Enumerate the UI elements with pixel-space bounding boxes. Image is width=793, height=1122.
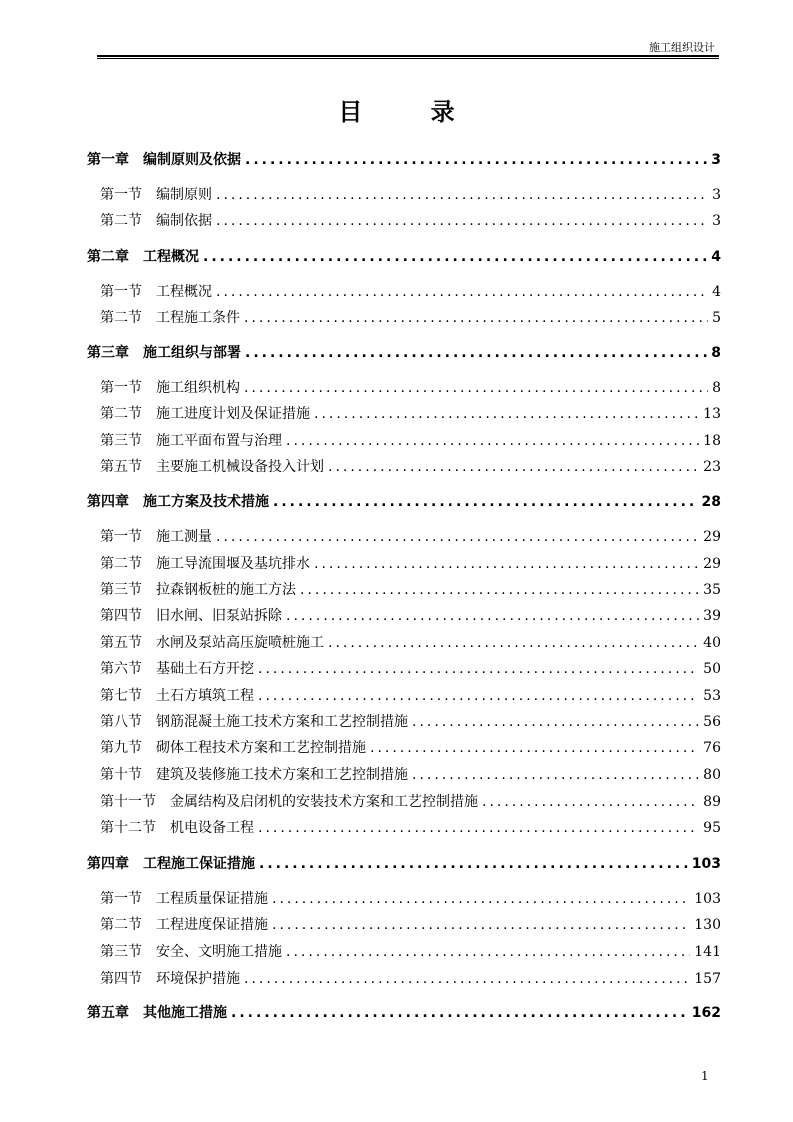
- dot-leader: [328, 457, 699, 477]
- page-title: 目 录: [338, 97, 485, 126]
- entry-page: 53: [703, 688, 721, 704]
- toc-chapter-entry[interactable]: [87, 150, 721, 170]
- toc-section-entry[interactable]: [100, 308, 721, 328]
- entry-number: 第六节: [100, 661, 142, 677]
- dot-leader: [231, 1003, 688, 1023]
- entry-page: 5: [712, 310, 721, 326]
- toc-section-entry[interactable]: [100, 282, 721, 302]
- entry-number: 第五节: [100, 635, 142, 651]
- entry-page: 3: [711, 152, 721, 168]
- entry-title: 土石方填筑工程: [156, 688, 254, 704]
- entry-number: 第一章: [87, 152, 129, 168]
- dot-leader: [259, 854, 688, 874]
- entry-page: 130: [694, 917, 721, 933]
- entry-title: 施工平面布置与治理: [156, 433, 282, 449]
- dot-leader: [245, 150, 707, 170]
- entry-page: 8: [712, 380, 721, 396]
- entry-title: 工程进度保证措施: [156, 917, 268, 933]
- entry-page: 56: [703, 714, 721, 730]
- entry-page: 95: [703, 820, 721, 836]
- toc-section-entry[interactable]: [100, 942, 721, 962]
- entry-number: 第二节: [100, 213, 142, 229]
- dot-leader: [244, 969, 690, 989]
- entry-page: 28: [701, 494, 721, 510]
- entry-title: 工程施工条件: [156, 310, 240, 326]
- entry-number: 第五节: [100, 459, 142, 475]
- toc-section-entry[interactable]: [100, 554, 721, 574]
- toc-section-entry[interactable]: [100, 580, 721, 600]
- entry-number: 第一节: [100, 380, 142, 396]
- entry-title: 工程施工保证措施: [143, 856, 255, 872]
- entry-number: 第四章: [87, 494, 129, 510]
- toc-section-entry[interactable]: [100, 889, 721, 909]
- entry-number: 第四节: [100, 608, 142, 624]
- dot-leader: [203, 247, 707, 267]
- dot-leader: [216, 527, 699, 547]
- toc-section-entry[interactable]: [100, 185, 721, 205]
- toc-section-entry[interactable]: [100, 686, 721, 706]
- entry-title: 其他施工措施: [143, 1005, 227, 1021]
- entry-page: 4: [711, 249, 721, 265]
- entry-number: 第四章: [87, 856, 129, 872]
- dot-leader: [314, 554, 699, 574]
- toc-section-entry[interactable]: [100, 659, 721, 679]
- entry-number: 第二节: [100, 556, 142, 572]
- toc-chapter-entry[interactable]: [87, 492, 721, 512]
- toc-chapter-entry[interactable]: [87, 247, 721, 267]
- toc-section-entry[interactable]: [100, 457, 721, 477]
- entry-page: 4: [712, 284, 721, 300]
- dot-leader: [216, 282, 708, 302]
- toc-section-entry[interactable]: [100, 606, 721, 626]
- entry-number: 第一节: [100, 529, 142, 545]
- entry-page: 141: [694, 944, 721, 960]
- entry-page: 50: [703, 661, 721, 677]
- entry-title: 建筑及装修施工技术方案和工艺控制措施: [156, 767, 408, 783]
- entry-page: 80: [703, 767, 721, 783]
- header-rule: [97, 55, 719, 59]
- entry-title: 水闸及泵站高压旋喷桩施工: [156, 635, 324, 651]
- entry-number: 第十二节: [100, 820, 156, 836]
- entry-title: 环境保护措施: [156, 971, 240, 987]
- toc-chapter-entry[interactable]: [87, 343, 721, 363]
- entry-title: 工程概况: [143, 249, 199, 265]
- entry-title: 工程概况: [156, 284, 212, 300]
- entry-number: 第二节: [100, 406, 142, 422]
- dot-leader: [258, 818, 699, 838]
- entry-number: 第三章: [87, 345, 129, 361]
- entry-page: 35: [703, 582, 721, 598]
- entry-page: 40: [703, 635, 721, 651]
- dot-leader: [286, 606, 699, 626]
- entry-page: 3: [712, 187, 721, 203]
- entry-page: 29: [703, 556, 721, 572]
- page-number: 1: [701, 1069, 709, 1083]
- dot-leader: [412, 712, 699, 732]
- dot-leader: [273, 492, 698, 512]
- entry-page: 157: [694, 971, 721, 987]
- entry-page: 13: [703, 406, 721, 422]
- entry-page: 162: [691, 1005, 721, 1021]
- dot-leader: [244, 308, 708, 328]
- entry-number: 第十一节: [100, 794, 156, 810]
- entry-page: 39: [703, 608, 721, 624]
- entry-title: 旧水闸、旧泵站拆除: [156, 608, 282, 624]
- entry-number: 第二章: [87, 249, 129, 265]
- entry-number: 第九节: [100, 740, 142, 756]
- entry-number: 第八节: [100, 714, 142, 730]
- entry-page: 89: [703, 794, 721, 810]
- dot-leader: [272, 889, 690, 909]
- toc-section-entry[interactable]: [100, 818, 721, 838]
- entry-number: 第三节: [100, 433, 142, 449]
- entry-title: 编制原则及依据: [143, 152, 241, 168]
- entry-number: 第七节: [100, 688, 142, 704]
- entry-title: 机电设备工程: [170, 820, 254, 836]
- toc-section-entry[interactable]: [100, 431, 721, 451]
- dot-leader: [216, 185, 708, 205]
- dot-leader: [244, 378, 708, 398]
- toc-section-entry[interactable]: [100, 633, 721, 653]
- entry-page: 103: [694, 891, 721, 907]
- dot-leader: [216, 211, 708, 231]
- entry-title: 基础土石方开挖: [156, 661, 254, 677]
- toc-section-entry[interactable]: [100, 915, 721, 935]
- entry-title: 施工进度计划及保证措施: [156, 406, 310, 422]
- entry-title: 拉森钢板桩的施工方法: [156, 582, 296, 598]
- toc-section-entry[interactable]: [100, 378, 721, 398]
- entry-number: 第一节: [100, 284, 142, 300]
- entry-title: 金属结构及启闭机的安装技术方案和工艺控制措施: [170, 794, 478, 810]
- dot-leader: [272, 915, 690, 935]
- dot-leader: [370, 738, 699, 758]
- entry-page: 23: [703, 459, 721, 475]
- dot-leader: [286, 431, 699, 451]
- entry-number: 第三节: [100, 944, 142, 960]
- entry-page: 8: [711, 345, 721, 361]
- entry-title: 砌体工程技术方案和工艺控制措施: [156, 740, 366, 756]
- toc-section-entry[interactable]: [100, 738, 721, 758]
- toc-chapter-entry[interactable]: [87, 1003, 721, 1023]
- dot-leader: [482, 792, 699, 812]
- toc-section-entry[interactable]: [100, 211, 721, 231]
- toc-section-entry[interactable]: [100, 404, 721, 424]
- entry-title: 钢筋混凝土施工技术方案和工艺控制措施: [156, 714, 408, 730]
- entry-number: 第四节: [100, 971, 142, 987]
- entry-number: 第一节: [100, 187, 142, 203]
- entry-title: 施工导流围堰及基坑排水: [156, 556, 310, 572]
- entry-title: 主要施工机械设备投入计划: [156, 459, 324, 475]
- entry-number: 第二节: [100, 310, 142, 326]
- entry-number: 第二节: [100, 917, 142, 933]
- toc-section-entry[interactable]: [100, 765, 721, 785]
- dot-leader: [412, 765, 699, 785]
- toc-section-entry[interactable]: [100, 969, 721, 989]
- toc-section-entry[interactable]: [100, 527, 721, 547]
- dot-leader: [245, 343, 707, 363]
- entry-title: 施工组织机构: [156, 380, 240, 396]
- running-header: 施工组织设计: [649, 41, 715, 54]
- dot-leader: [258, 686, 699, 706]
- entry-number: 第十节: [100, 767, 142, 783]
- entry-title: 施工方案及技术措施: [143, 494, 269, 510]
- entry-page: 103: [691, 856, 721, 872]
- entry-title: 编制原则: [156, 187, 212, 203]
- entry-title: 编制依据: [156, 213, 212, 229]
- entry-page: 18: [703, 433, 721, 449]
- entry-page: 76: [703, 740, 721, 756]
- entry-page: 3: [712, 213, 721, 229]
- entry-number: 第五章: [87, 1005, 129, 1021]
- dot-leader: [300, 580, 699, 600]
- entry-title: 施工组织与部署: [143, 345, 241, 361]
- toc-chapter-entry[interactable]: [87, 854, 721, 874]
- dot-leader: [258, 659, 699, 679]
- dot-leader: [314, 404, 699, 424]
- entry-page: 29: [703, 529, 721, 545]
- entry-title: 安全、文明施工措施: [156, 944, 282, 960]
- entry-number: 第三节: [100, 582, 142, 598]
- dot-leader: [286, 942, 690, 962]
- entry-title: 施工测量: [156, 529, 212, 545]
- dot-leader: [328, 633, 699, 653]
- toc-section-entry[interactable]: [100, 792, 721, 812]
- entry-title: 工程质量保证措施: [156, 891, 268, 907]
- toc-section-entry[interactable]: [100, 712, 721, 732]
- entry-number: 第一节: [100, 891, 142, 907]
